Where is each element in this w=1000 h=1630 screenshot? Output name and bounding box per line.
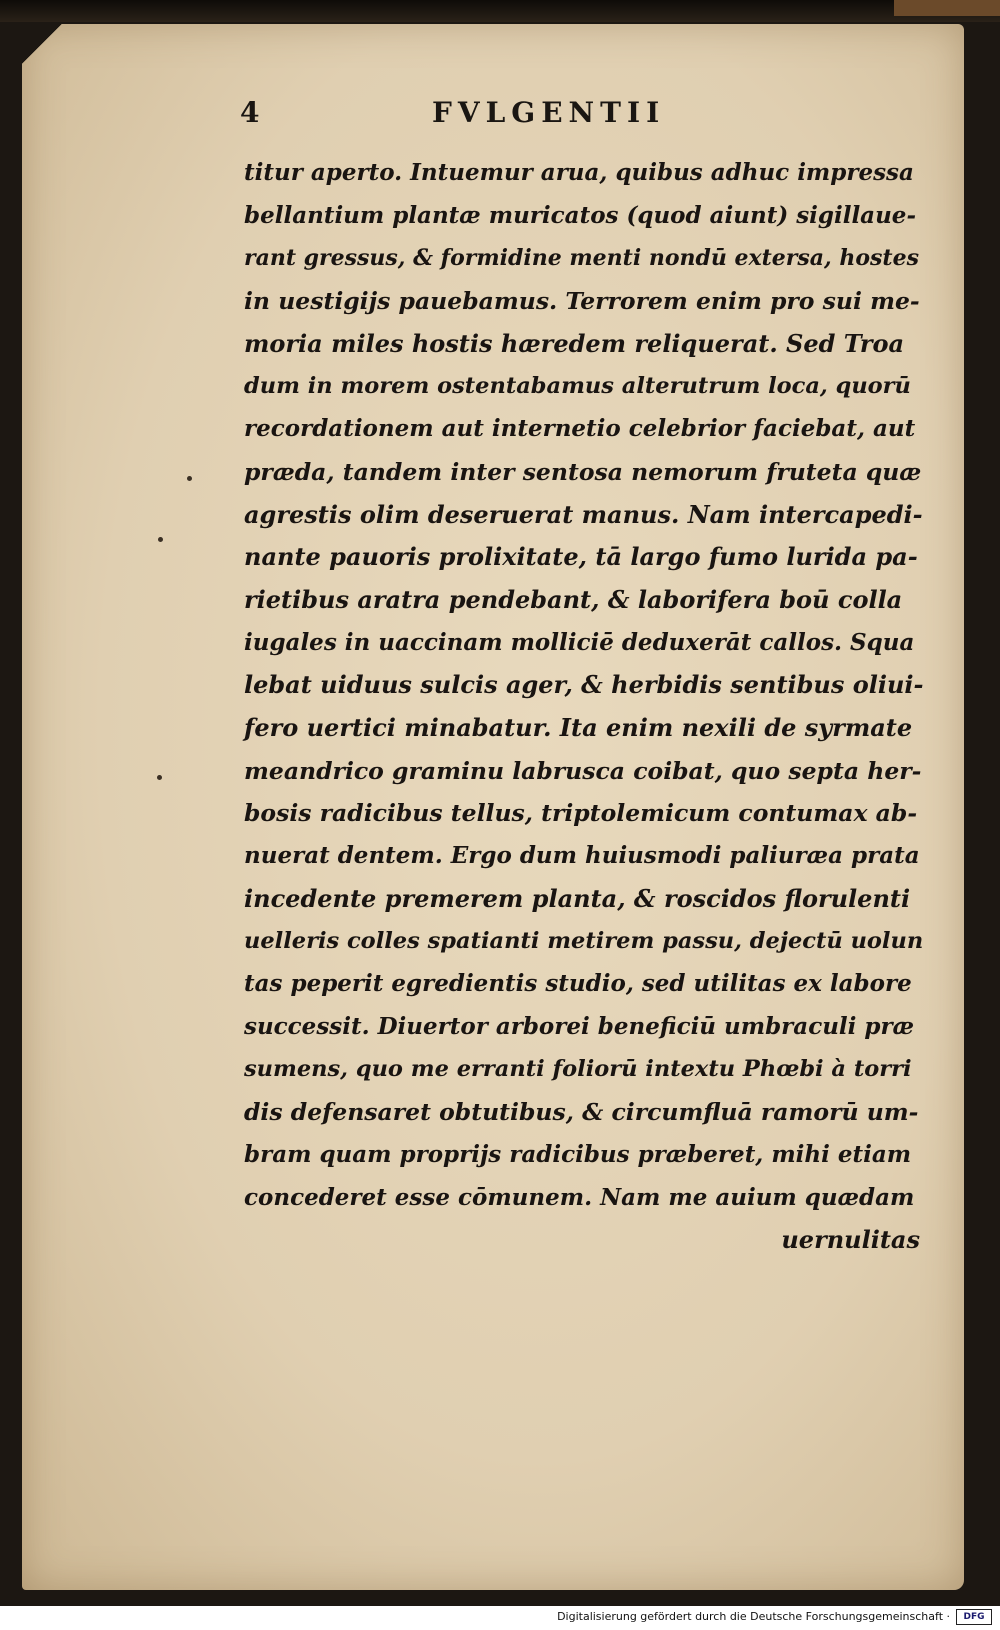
funding-credit: Digitalisierung gefördert durch die Deutsche Forschungsgemeinschaft ·	[557, 1610, 950, 1623]
text-line: meandrico graminu labrusca coibat, quo septa her-	[244, 756, 922, 785]
margin-mark	[187, 476, 192, 481]
catchword: uernulitas	[781, 1225, 920, 1255]
page-header	[240, 96, 740, 136]
text-line: agrestis olim deseruerat manus. Nam intercapedi-	[244, 499, 923, 529]
margin-mark	[157, 775, 162, 780]
dfg-logo: DFG	[956, 1609, 992, 1625]
text-line: lebat uiduus sulcis ager, & herbidis sentibus oliui-	[244, 670, 924, 700]
text-line: tas peperit egredientis studio, sed utilitas ex labore	[244, 970, 912, 998]
text-line: nuerat dentem. Ergo dum huiusmodi paliuræa prata	[244, 842, 920, 869]
running-title: FVLGENTII	[432, 96, 666, 129]
book-spine-edge	[894, 0, 1000, 16]
margin-mark	[158, 537, 163, 542]
text-line: dum in morem ostentabamus alterutrum loca, quorū	[244, 373, 911, 400]
text-line: bosis radicibus tellus, triptolemicum contumax ab-	[244, 799, 918, 828]
text-line: incedente premerem planta, & roscidos florulenti	[244, 883, 911, 913]
text-line: nante pauoris prolixitate, tā largo fumo lurida pa-	[244, 542, 918, 572]
text-line: rietibus aratra pendebant, & laborifera boū colla	[244, 584, 903, 614]
text-line: dis defensaret obtutibus, & circumfluā ramorū um-	[244, 1098, 919, 1127]
digitization-footer	[0, 1606, 1000, 1630]
text-line: concederet esse cōmunem. Nam me auium quædam	[244, 1183, 915, 1211]
text-line: fero uertici minabatur. Ita enim nexili de syrmate	[244, 712, 913, 742]
text-line: in uestigijs pauebamus. Terrorem enim pro sui me-	[244, 287, 920, 316]
body-text	[244, 152, 924, 1262]
text-line: recordationem aut internetio celebrior faciebat, aut	[244, 415, 916, 443]
text-line: successit. Diuertor arborei beneficiū umbraculi præ	[244, 1012, 915, 1040]
scan-top-edge	[0, 0, 1000, 22]
text-line: sumens, quo me erranti foliorū intextu Phœbi à torri	[244, 1056, 912, 1083]
text-line: bram quam proprijs radicibus præberet, mihi etiam	[244, 1140, 912, 1168]
page-number: 4	[240, 96, 260, 129]
text-line: iugales in uaccinam molliciē deduxerāt callos. Squa	[244, 628, 915, 656]
text-line: moria miles hostis hæredem reliquerat. Sed Troa	[244, 328, 905, 358]
text-line: bellantium plantæ muricatos (quod aiunt) sigillaue-	[244, 201, 916, 229]
torn-page-corner	[22, 24, 62, 64]
text-line: præda, tandem inter sentosa nemorum fruteta quæ	[244, 457, 922, 486]
text-line: rant gressus, & formidine menti nondū extersa, hostes	[244, 245, 919, 272]
text-line: titur aperto. Intuemur arua, quibus adhuc impressa	[244, 159, 914, 186]
text-line: uelleris colles spatianti metirem passu, dejectū uolun	[244, 928, 924, 955]
